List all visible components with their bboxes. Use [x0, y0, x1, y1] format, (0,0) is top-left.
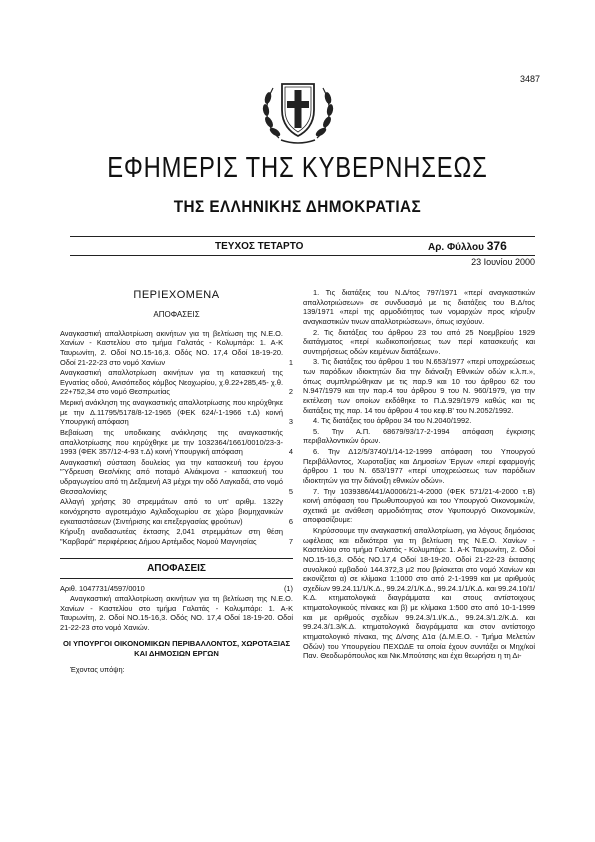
- toc-item: Αναγκαστική απαλλοτρίωση ακινήτων για τη βελτίωση της Ν.Ε.Ο. Χανίων - Καστελίου στο τμήμα Γαλατάς - Κολυμπάρι: 1. Α-Κ Ταυρωνίτη, 2. Οδοί ΝΟ.15-16,3. Οδός ΝΟ. 17,4 Οδοί 18-19-20. Οδοί 21-22-23 στο νομό Χανίων 1: [60, 328, 293, 367]
- toc-item: Μερική ανάκληση της αναγκαστικής απαλλοτρίωσης που κηρύχθηκε με την Δ.11795/5178/8-12-1965 (ΦΕΚ 624/-1-1966 τ.Δ) κοινή Υπουργική απόφαση 3: [60, 398, 293, 427]
- gazette-title: ΕΦΗΜΕΡΙΣ ΤΗΣ ΚΥΒΕΡΝΗΣΕΩΣ: [107, 152, 488, 184]
- toc-item: Αναγκαστική απαλλοτρίωση ακινήτων για τη κατασκευή της Εγνατίας οδού, Ανισόπεδος κόμβος Νεοχωρίου, χ.θ.22+285,45- χ.θ. 22+752,34 στο νομό Θεσπρωτίας 2: [60, 368, 293, 397]
- right-column: [303, 288, 535, 662]
- sheet-label: Αρ. Φύλλου: [428, 242, 484, 253]
- header-rule-bottom: [70, 255, 535, 256]
- toc-item: Βεβαίωση της υποδικαιης ανάκλησης της αναγκαστικής απαλλοτρίωσης που κηρύχθηκε με την 1032364/1661/0010/23-3-1993 (ΦΕΚ 357/12-4-93 τ.Δ) κοινή Υπουργική απόφαση 4: [60, 427, 293, 457]
- decision-number-line: [60, 584, 293, 594]
- contents-section: ΑΠΟΦΑΣΕΙΣ: [153, 310, 200, 320]
- decision-marker: (1): [283, 584, 293, 594]
- issue-label: ΤΕΥΧΟΣ ΤΕΤΑΡΤΟ: [215, 241, 304, 252]
- contents-title: ΠΕΡΙΕΧΟΜΕΝΑ: [133, 289, 220, 301]
- paragraph: 4. Τις διατάξεις του άρθρου 34 του Ν.2040/1992.: [313, 416, 472, 426]
- gazette-subtitle: ΤΗΣ ΕΛΛΗΝΙΚΗΣ ΔΗΜΟΚΡΑΤΙΑΣ: [173, 197, 422, 216]
- toc-item: Αναγκαστική σύσταση δουλείας για την κατασκευή του έργου "Ύδρευση Θεσ/νίκης από ποταμό Αλιάκμονα - κατασκευή του υδραγωγείου από τη Δεξαμενή Α3 μέχρι την οδό Λαγκαδά, στο νομό Θεσσαλονίκης 5: [60, 457, 293, 496]
- decision-number: Αριθ. 1047731/4597/0010: [60, 584, 145, 594]
- sheet-number: [428, 239, 507, 253]
- paragraph: 3. Τις διατάξεις του άρθρου 1 του Ν.653/1977 «περί υποχρεώσεως των παρόδιων ιδιοκτητών δια την διάνοιξη Εθνικών οδών κ.λ.π.», όπως συμπληρώθηκαν με τις παρ.9 και 10 του άρθρου 62 του Ν.947/1979 και την παρ.4 του άρθρου 9 του Ν. 960/1979, για την εκτέλεση των οποίων εκδόθηκε το Π.Δ.929/1979 καθώς και τις διατάξεις της παρ. 14 του άρθρου 4 του κεφ.Β' του Ν.2052/1992.: [303, 357, 535, 415]
- sheet-number-value: 376: [486, 239, 507, 253]
- decisions-heading: ΑΠΟΦΑΣΕΙΣ: [60, 558, 293, 579]
- greek-coat-of-arms-icon: [259, 70, 337, 148]
- ministers-heading: ΟΙ ΥΠΟΥΡΓΟΙ ΟΙΚΟΝΟΜΙΚΩΝ ΠΕΡΙΒΑΛΛΟΝΤΟΣ, ΧΩΡΟΤΑΞΙΑΣ ΚΑΙ ΔΗΜΟΣΙΩΝ ΕΡΓΩΝ: [62, 638, 291, 658]
- page-number: 3487: [519, 74, 540, 84]
- paragraph: 7. Την 1039386/441/Α0006/21-4-2000 (ΦΕΚ 571/21-4-2000 τ.Β) κοινή απόφαση του Πρωθυπουργού και του Υπουργού Οικονομικών, σχετικά με ανάθεση αρμοδιότητας στον Υφυπουργό Οικονομικών, αποφασίζουμε:: [303, 486, 535, 525]
- paragraph: 1. Τις διατάξεις του Ν.Δ/τος 797/1971 «περί αναγκαστικών απαλλοτριώσεων» σε συνδυασμό με τις διατάξεις του Β.Δ/τος 139/1971 «περί της αρμοδιότητος των νομαρχών προς κήρυξιν αναγκαστικών τινων απαλλοτριώσεων», όπως ισχύουν.: [303, 288, 535, 326]
- paragraph: 2. Τις διατάξεις του άρθρου 23 του από 25 Νοεμβρίου 1929 διατάγματος «περί κωδικοποιήσεως των περί κατασκευής και συντηρήσεως οδών κειμένων διατάξεων».: [303, 327, 535, 356]
- considering-label: Έχοντας υπόψη:: [70, 665, 125, 675]
- toc-item: Κήρυξη αναδασωτέας έκτασης 2,041 στρεμμάτων στη θέση "Καρβαρά" περιφέρειας Δήμου Αρτέμιδος Νομού Μαγνησίας 7: [60, 527, 293, 546]
- header-rule-top: [70, 236, 535, 237]
- decision-summary: Αναγκαστική απαλλοτρίωση ακινήτων για τη βελτίωση της Ν.Ε.Ο. Χανίων - Καστελίου στο τμήμα Γαλατάς - Κολυμπάρι: 1. Α-Κ Ταυρωνίτη, 2. Οδοί ΝΟ.15-16,3. Οδός ΝΟ. 17,4 Οδοί 18-19-20. Οδοί 21-22-23 στο νομό Χανιών.: [60, 594, 293, 632]
- toc-item: Αλλαγή χρήσης 30 στρεμμάτων από το υπ' αριθμ. 1322γ κοινόχρηστο αγροτεμάχιο Αχλαδοχωρίου σε χώρο βιομηχανικών εγκαταστάσεων (Σιντήρισης και επεξεργασίας φρούτων) 6: [60, 497, 293, 526]
- issue-date: 23 Ιουνίου 2000: [471, 257, 535, 267]
- paragraph: 6. Την Δ12/5/3740/1/14-12-1999 απόφαση του Υπουργού Περιβάλλοντος, Χωροταξίας και Δημοσίων Έργων «περί εφαρμογής άρθρου 1 του Ν. 653/1977 «περί υποχρεώσεως των παρόδιων ιδιοκτητών για την διάνοιξη εθνικών οδών».: [303, 447, 535, 485]
- paragraph: 5. Την Α.Π. 68679/93/17-2-1994 απόφαση έγκρισης περιβαλλοντικών όρων.: [303, 426, 535, 446]
- left-column: [60, 288, 293, 676]
- paragraph: Κηρύσσουμε την αναγκαστική απαλλοτρίωση, για λόγους δημόσιας ωφέλειας και ειδικότερα για τη βελτίωση της Ν.Ε.Ο. Χανίων - Καστελίου στο τμήμα Γαλατάς - Κολυμπάρι: 1. Α-Κ Ταυρωνίτη, 2. Οδοί ΝΟ.15-16,3. Οδός ΝΟ.17,4 Οδοί 18-19-20. Οδοί 21-22-23 έκτασης συνολικού εμβαδού 144.372,3 μ2 που βρίσκεται στο νομό Χανίων και εικονίζεται α) σε κλίμακα 1:1000 στο από 2-1-1999 και με αριθμούς σχεδίων 99.24.11/1/Κ.Δ., 99.24.2/1/Κ.Δ., 99.24.1/1/Κ.Δ. και 99.24.10/1/Κ.Δ. κτηματολογικά διαγράμματα και στους αντίστοιχους κτηματολογικούς πίνακες και β) με κλίμακα 1:500 στο από 10-1-1999 και με αριθμούς σχεδίων 99.24.3/1.Ι/Κ.Δ., 99.24.3/1.2/Κ.Δ. και 99.24.3/1.3/Κ.Δ. κτηματολογικά διαγράμματα και στον αντίστοιχο κτηματολογικό πίνακα, της Δ/νσης Δ1α (Δ.Μ.Ε.Ο. - Τμήμα Μελετών Οδών) του Υπουργείου ΠΕΧΩΔΕ τα οποία έχουν συντάξει οι Μηχ/κοί Παν. Θεοδωρόπουλος και Νικ.Μπούτσης και έχει θεωρήσει η τη Δι-: [303, 526, 535, 661]
